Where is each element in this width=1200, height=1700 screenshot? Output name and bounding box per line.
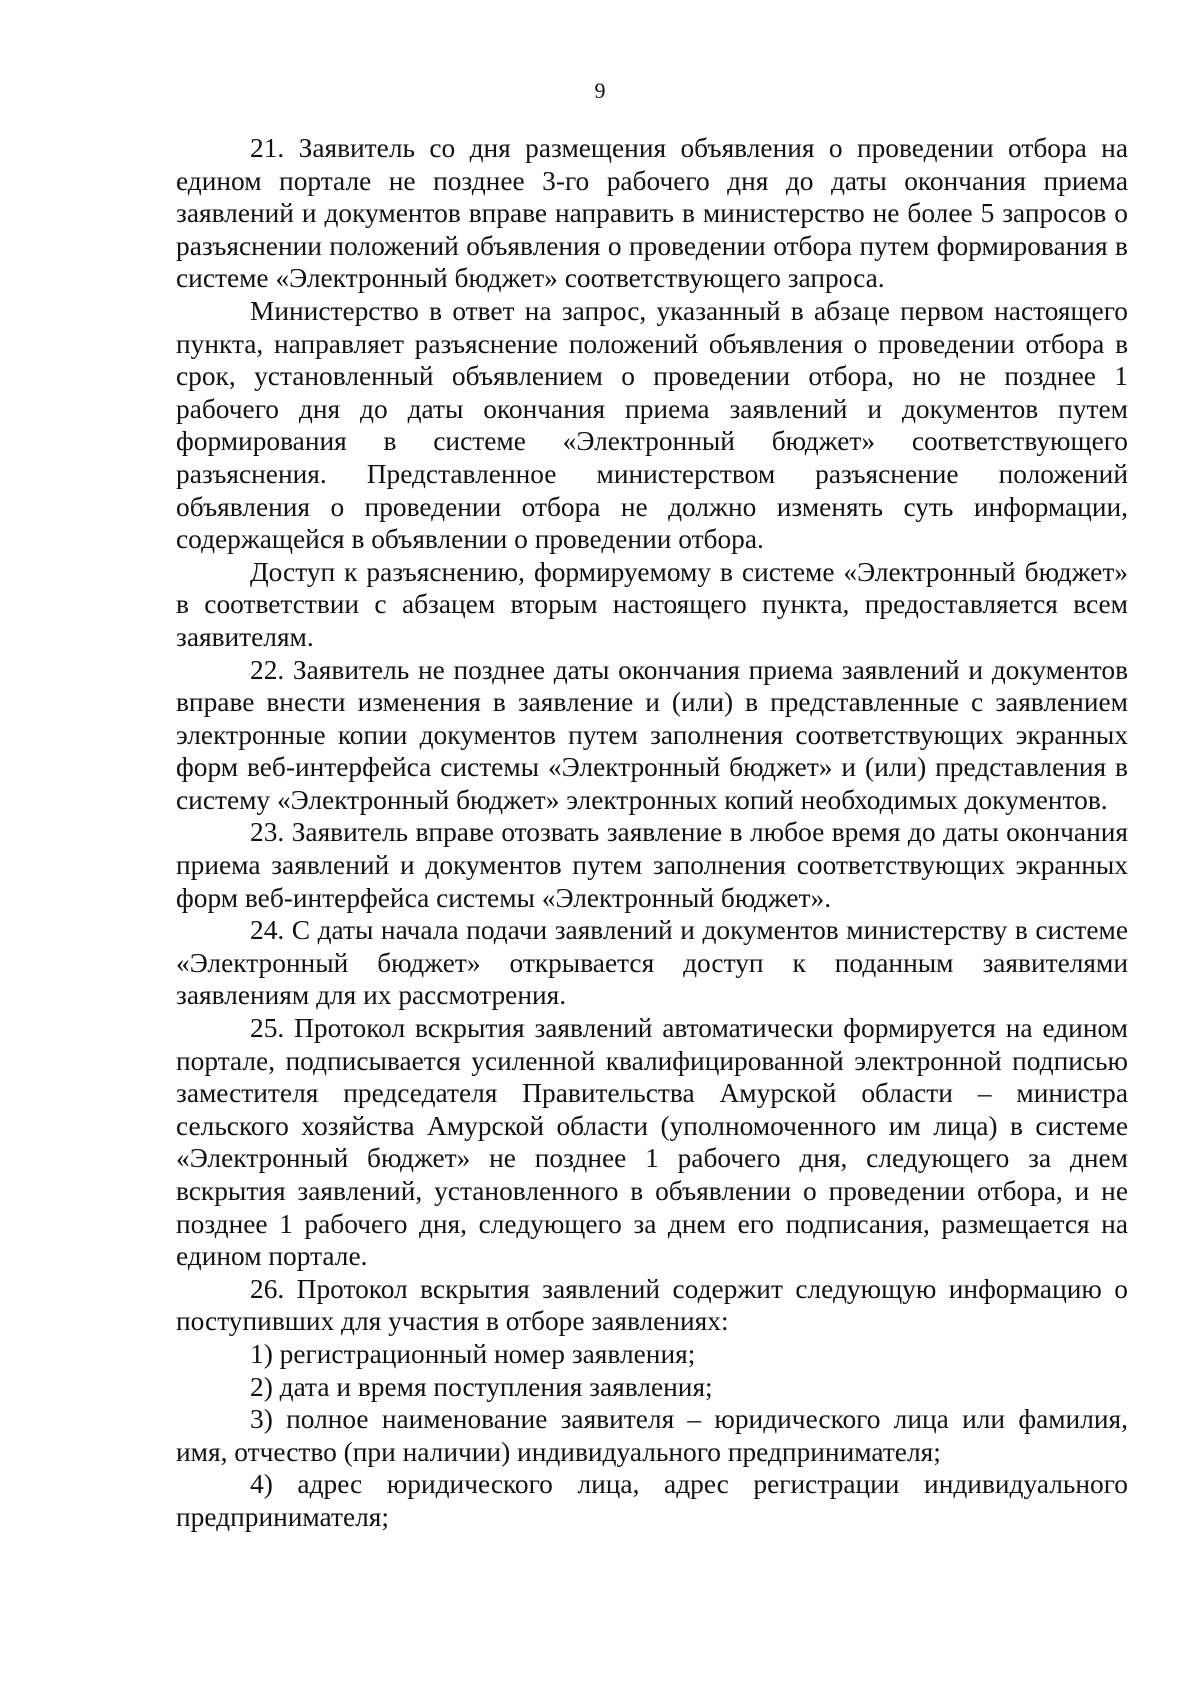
list-item-2: 2) дата и время поступления заявления; [250,1371,713,1402]
page-number: 9 [594,78,606,103]
paragraph-21-access: Доступ к разъяснению, формируемому в системе «Электронный бюджет» в соответствии с абзацем вторым настоящего пункта, предоставляется всем заявителям. [176,556,1128,652]
paragraph-25: 25. Протокол вскрытия заявлений автоматически формируется на едином портале, подписывается усиленной квалифицированной электронной подписью заместителя председателя Правительства Амурской области – министра сельского хозяйства Амурской области (уполномоченного им лица) в системе «Электронный бюджет» не позднее 1 рабочего дня, следующего за днем вскрытия заявлений, установленного в объявлении о проведении отбора, и не позднее 1 рабочего дня, следующего за днем его подписания, размещается на едином портале. [176,1013,1128,1272]
paragraph-24: 24. С даты начала подачи заявлений и документов министерству в системе «Электронный бюджет» открывается доступ к поданным заявителями заявлениям для их рассмотрения. [176,915,1128,1011]
paragraph-23: 23. Заявитель вправе отозвать заявление в любое время до даты окончания приема заявлений и документов путем заполнения соответствующих экранных форм веб-интерфейса системы «Электронный бюджет». [176,817,1128,913]
document-body [176,132,1128,1534]
list-item-4: 4) адрес юридического лица, адрес регистрации индивидуального предпринимателя; [176,1469,1128,1532]
paragraph-21: 21. Заявитель со дня размещения объявления о проведении отбора на едином портале не позднее 3-го рабочего дня до даты окончания приема заявлений и документов вправе направить в министерство не более 5 запросов о разъяснении положений объявления о проведении отбора путем формирования в системе «Электронный бюджет» соответствующего запроса. [176,133,1128,294]
paragraph-22: 22. Заявитель не позднее даты окончания приема заявлений и документов вправе внести изменения в заявление и (или) в представленные с заявлением электронные копии документов путем заполнения соответствующих экранных форм веб-интерфейса системы «Электронный бюджет» и (или) представления в систему «Электронный бюджет» электронных копий необходимых документов. [176,654,1128,815]
paragraph-26: 26. Протокол вскрытия заявлений содержит следующую информацию о поступивших для участия в отборе заявлениях: [176,1273,1128,1337]
list-item-3: 3) полное наименование заявителя – юридического лица или фамилия, имя, отчество (при наличии) индивидуального предпринимателя; [176,1404,1128,1467]
list-item-1: 1) регистрационный номер заявления; [250,1338,696,1369]
paragraph-21-response: Министерство в ответ на запрос, указанный в абзаце первом настоящего пункта, направляет разъяснение положений объявления о проведении отбора в срок, установленный объявлением о проведении отбора, но не позднее 1 рабочего дня до даты окончания приема заявлений и документов путем формирования в системе «Электронный бюджет» соответствующего разъяснения. Представленное министерством разъяснение положений объявления о проведении отбора не должно изменять суть информации, содержащейся в объявлении о проведении отбора. [176,295,1128,555]
